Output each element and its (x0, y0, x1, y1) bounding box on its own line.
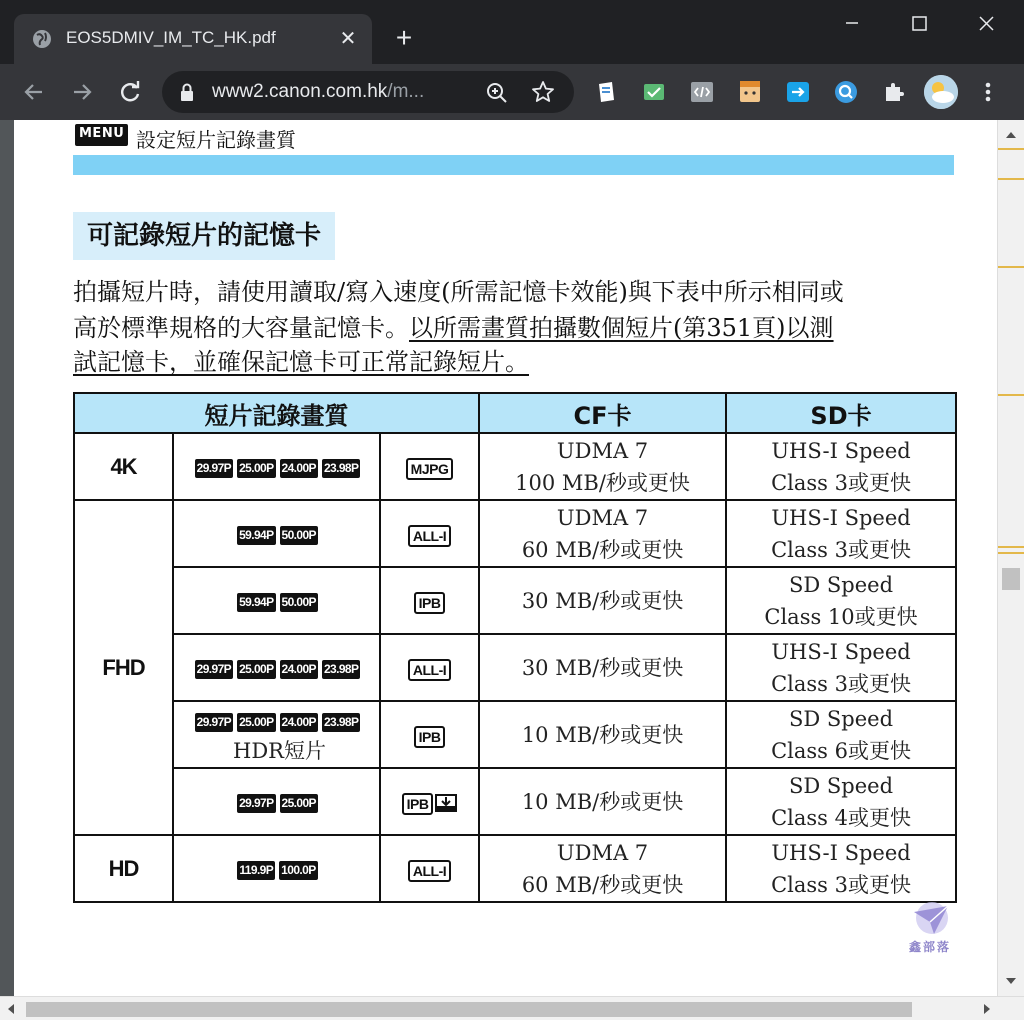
frame-rate-badge: 29.97P (195, 660, 233, 679)
frame-rate-cell (173, 835, 380, 902)
browser-toolbar (0, 64, 1024, 120)
sd-requirement-line: SD Speed (789, 773, 894, 798)
watermark-text: 鑫部落 (908, 940, 951, 954)
table-row (74, 835, 956, 902)
compression-cell (380, 634, 479, 701)
scroll-down-icon[interactable] (1006, 978, 1016, 984)
frame-rate-badge: 25.00P (237, 713, 275, 732)
resolution-label: HD (108, 855, 139, 881)
scroll-thumb[interactable] (1002, 568, 1020, 590)
search-extension-icon[interactable] (832, 78, 860, 106)
frame-rate-badge: 25.00P (280, 794, 318, 813)
sd-requirement-line: Class 3或更快 (771, 537, 911, 562)
frame-rate-badge: 59.94P (237, 593, 275, 612)
underlined-text: 試記憶卡，並確保記憶卡可正常記錄短片。 (73, 348, 529, 376)
resolution-cell (74, 500, 173, 835)
frame-rate-cell (173, 500, 380, 567)
frame-rate-cell (173, 433, 380, 500)
frame-rate-badge: 24.00P (280, 713, 318, 732)
cf-requirement-cell (479, 500, 726, 567)
sd-requirement-cell (726, 701, 956, 768)
globe-icon (32, 29, 52, 49)
vertical-scrollbar[interactable] (997, 120, 1024, 996)
frame-rate-cell (173, 701, 380, 768)
scroll-up-icon[interactable] (1006, 132, 1016, 138)
cf-requirement-line: UDMA 7 (556, 505, 649, 530)
search-highlight-mark (998, 178, 1024, 180)
cf-requirement-cell (479, 634, 726, 701)
menu-title: 設定短片記錄畫質 (136, 128, 296, 152)
cf-requirement-cell (479, 701, 726, 768)
header-sd: SD卡 (726, 393, 956, 433)
resolution-cell (74, 433, 173, 500)
frame-rate-cell (173, 768, 380, 835)
section-heading: 可記錄短片的記憶卡 (73, 212, 335, 260)
paragraph-line-3 (73, 342, 957, 377)
search-highlight-mark (998, 266, 1024, 268)
sd-requirement-line: SD Speed (789, 572, 894, 597)
tab-title: EOS5DMIV_IM_TC_HK.pdf (66, 28, 276, 47)
paragraph-line-2 (73, 308, 957, 343)
resolution-label: FHD (102, 654, 145, 680)
sd-requirement-line: UHS-I Speed (771, 639, 911, 664)
url-path: /m... (387, 81, 425, 102)
paper-plane-logo-icon (904, 900, 956, 940)
menu-badge: MENU (75, 124, 128, 146)
compression-cell (380, 567, 479, 634)
light-ipb-icon (435, 794, 457, 812)
section-divider (73, 155, 954, 175)
tab-strip (0, 0, 1024, 64)
compression-cell (380, 835, 479, 902)
frame-rate-badge: 59.94P (237, 526, 275, 545)
pdf-page (14, 120, 997, 996)
frame-rate-badge: 24.00P (280, 660, 318, 679)
frame-rate-cell (173, 567, 380, 634)
paragraph-line-1: 拍攝短片時，請使用讀取/寫入速度(所需記憶卡效能)與下表中所示相同或 (73, 278, 844, 306)
compression-badge: ALL-I (408, 659, 451, 681)
new-tab-button[interactable]: + (395, 22, 413, 53)
table-body (74, 433, 956, 902)
table-row (74, 500, 956, 567)
face-extension-icon[interactable] (736, 78, 764, 106)
horizontal-scrollbar[interactable] (0, 996, 1024, 1020)
frame-rate-badge: 29.97P (195, 459, 233, 478)
cf-requirement-line: UDMA 7 (556, 840, 649, 865)
sd-requirement-line: Class 3或更快 (771, 671, 911, 696)
avatar[interactable] (924, 75, 958, 109)
search-highlight-mark (998, 394, 1024, 396)
frame-rate-badge: 24.00P (280, 459, 318, 478)
cf-requirement-line: 60 MB/秒或更快 (521, 537, 684, 562)
frame-rate-badge: 23.98P (322, 660, 360, 679)
compression-cell (380, 701, 479, 768)
tab-pdf[interactable] (14, 14, 372, 64)
table-row (74, 567, 956, 634)
cf-requirement-line: 100 MB/秒或更快 (515, 470, 690, 495)
compression-badge: ALL-I (408, 860, 451, 882)
frame-rate-cell (173, 634, 380, 701)
sd-requirement-line: UHS-I Speed (771, 840, 911, 865)
url-host: www2.canon.com.hk (212, 81, 388, 102)
cf-requirement-cell (479, 567, 726, 634)
minimize-icon[interactable] (832, 8, 872, 38)
header-quality: 短片記錄畫質 (74, 393, 479, 433)
compression-badge: MJPG (406, 458, 454, 480)
compression-badge: ALL-I (408, 525, 451, 547)
zoom-icon[interactable] (484, 80, 510, 106)
sd-requirement-cell (726, 835, 956, 902)
frame-rate-badge: 119.9P (237, 861, 275, 880)
scroll-right-icon[interactable] (984, 1004, 990, 1014)
kebab-icon[interactable] (978, 78, 998, 106)
compression-badge: IPB (402, 793, 434, 815)
forward-icon[interactable] (66, 76, 98, 108)
code-view-icon[interactable] (688, 78, 716, 106)
cf-requirement-line: UDMA 7 (556, 438, 649, 463)
profile-cloud-icon (924, 75, 958, 109)
cf-requirement-cell (479, 768, 726, 835)
sd-requirement-cell (726, 768, 956, 835)
sd-requirement-cell (726, 500, 956, 567)
lock-icon[interactable] (178, 82, 196, 102)
paragraph-text: 高於標準規格的大容量記憶卡。 (73, 314, 409, 342)
address-bar[interactable] (162, 71, 574, 113)
sd-requirement-line: Class 10或更快 (764, 604, 918, 629)
search-highlight-mark (998, 552, 1024, 554)
maximize-icon[interactable] (900, 8, 940, 38)
cf-requirement-line: 10 MB/秒或更快 (521, 722, 684, 747)
compression-cell (380, 768, 479, 835)
compression-cell (380, 433, 479, 500)
cf-requirement-cell (479, 433, 726, 500)
sd-requirement-line: Class 6或更快 (771, 738, 911, 763)
compression-badge: IPB (414, 726, 446, 748)
scroll-thumb-horizontal[interactable] (26, 1002, 912, 1017)
sd-requirement-line: UHS-I Speed (771, 438, 911, 463)
compression-cell (380, 500, 479, 567)
resolution-label: 4K (110, 453, 137, 479)
sd-requirement-line: SD Speed (789, 706, 894, 731)
table-header-row (74, 393, 956, 433)
reload-icon[interactable] (114, 76, 146, 108)
search-highlight-mark (998, 546, 1024, 548)
resolution-cell (74, 835, 173, 902)
frame-rate-badge: 23.98P (322, 713, 360, 732)
table-row (74, 701, 956, 768)
back-icon[interactable] (18, 76, 50, 108)
sd-requirement-line: Class 4或更快 (771, 805, 911, 830)
frame-rate-badge: 23.98P (322, 459, 360, 478)
frame-rate-badge: 50.00P (280, 593, 318, 612)
watermark (904, 900, 956, 960)
frame-rate-badge: 50.00P (280, 526, 318, 545)
star-icon[interactable] (530, 79, 556, 105)
cf-requirement-cell (479, 835, 726, 902)
puzzle-icon[interactable] (880, 78, 908, 106)
close-icon[interactable]: ✕ (339, 26, 357, 50)
search-highlight-mark (998, 148, 1024, 150)
table-row (74, 634, 956, 701)
table-row (74, 433, 956, 500)
compression-badge: IPB (414, 592, 446, 614)
cf-requirement-line: 60 MB/秒或更快 (521, 872, 684, 897)
sd-requirement-line: UHS-I Speed (771, 505, 911, 530)
cf-requirement-line: 30 MB/秒或更快 (521, 655, 684, 680)
card-requirements-table (73, 392, 957, 903)
evernote-clipper-icon[interactable] (592, 78, 620, 106)
sd-requirement-cell (726, 567, 956, 634)
pdf-viewer (0, 120, 1024, 1020)
url-text (212, 81, 424, 103)
hdr-label: HDR短片 (233, 738, 326, 763)
sd-requirement-line: Class 3或更快 (771, 470, 911, 495)
mail-check-icon[interactable] (640, 78, 668, 106)
sd-requirement-cell (726, 433, 956, 500)
underlined-text: 以所需畫質拍攝數個短片(第351頁)以測 (409, 314, 834, 342)
header-cf: CF卡 (479, 393, 726, 433)
sd-requirement-line: Class 3或更快 (771, 872, 911, 897)
sd-requirement-cell (726, 634, 956, 701)
frame-rate-badge: 25.00P (237, 459, 275, 478)
table-row (74, 768, 956, 835)
scroll-left-icon[interactable] (8, 1004, 14, 1014)
frame-rate-badge: 29.97P (237, 794, 275, 813)
frame-rate-badge: 29.97P (195, 713, 233, 732)
frame-rate-badge: 100.0P (279, 861, 317, 880)
send-tab-icon[interactable] (784, 78, 812, 106)
frame-rate-badge: 25.00P (237, 660, 275, 679)
cf-requirement-line: 10 MB/秒或更快 (521, 789, 684, 814)
cf-requirement-line: 30 MB/秒或更快 (521, 588, 684, 613)
window-close-icon[interactable] (966, 8, 1006, 38)
